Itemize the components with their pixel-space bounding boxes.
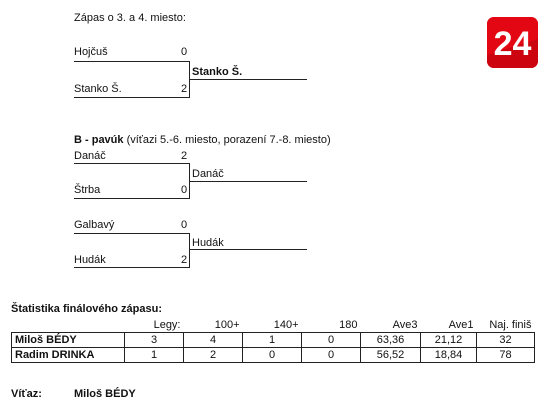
b-match1-player1-score: 2 <box>181 150 188 162</box>
bracket-line <box>74 163 190 164</box>
stats-cell: 1 <box>243 333 302 348</box>
stats-cell: 2 <box>184 348 243 363</box>
third-place-player1-name: Hojčuš <box>74 46 108 58</box>
winner-name: Miloš BÉDY <box>74 388 136 400</box>
table-row <box>12 348 535 363</box>
b-match1-player2-score: 0 <box>181 184 188 196</box>
b-match2-player2-score: 2 <box>181 254 188 266</box>
bracket-line <box>189 233 190 267</box>
bracket-line <box>74 198 190 199</box>
bracket-line <box>74 267 190 268</box>
bracket-line <box>189 79 307 80</box>
bracket-line <box>189 181 307 182</box>
stats-header-140: 140+ <box>273 319 299 331</box>
logo-text: 24 <box>493 25 532 63</box>
stats-header-180: 180 <box>339 319 358 331</box>
stats-header-legy: Legy: <box>153 319 181 331</box>
third-place-player2-name: Stanko Š. <box>74 83 122 95</box>
stats-header-ave1: Ave1 <box>448 319 474 331</box>
b-match2-player1-score: 0 <box>181 219 188 231</box>
stats-cell: 0 <box>243 348 302 363</box>
bracket-line <box>74 97 190 98</box>
b-bracket-title <box>74 134 331 146</box>
stats-cell: 18,84 <box>421 348 477 363</box>
stats-cell: 63,36 <box>361 333 421 348</box>
stats-table <box>11 318 535 363</box>
b-match2-winner: Hudák <box>192 237 224 249</box>
b-bracket-title-note: (víťazi 5.-6. miesto, porazení 7.-8. miesto) <box>126 134 331 146</box>
stats-cell: 4 <box>184 333 243 348</box>
stats-header-naj-finis: Naj. finiš <box>489 319 532 331</box>
stats-header-100: 100+ <box>214 319 240 331</box>
stats-cell: 21,12 <box>421 333 477 348</box>
stats-player-name: Radim DRINKA <box>12 348 125 363</box>
third-place-player1-score: 0 <box>181 46 188 58</box>
stats-cell: 78 <box>477 348 535 363</box>
winner-label: Víťaz: <box>11 388 42 400</box>
b-match1-player2-name: Štrba <box>74 184 101 196</box>
tv24-logo-icon <box>487 17 538 68</box>
b-match1-winner: Danáč <box>192 168 224 180</box>
stats-cell: 32 <box>477 333 535 348</box>
table-row <box>12 333 535 348</box>
bracket-line <box>74 233 190 234</box>
stats-cell: 3 <box>125 333 184 348</box>
b-match2-player2-name: Hudák <box>74 254 106 266</box>
stats-title: Štatistika finálového zápasu: <box>11 303 162 315</box>
stats-header-ave3: Ave3 <box>392 319 418 331</box>
tv24-logo <box>487 17 538 68</box>
b-match1-player1-name: Danáč <box>74 150 106 162</box>
stats-header-row <box>12 318 535 333</box>
stats-cell: 1 <box>125 348 184 363</box>
stats-player-name: Miloš BÉDY <box>12 333 125 348</box>
third-place-winner: Stanko Š. <box>192 66 243 78</box>
bracket-line <box>74 61 190 62</box>
b-bracket-title-bold: B - pavúk <box>74 134 124 146</box>
b-match2-player1-name: Galbavý <box>74 219 115 231</box>
stats-cell: 0 <box>302 333 361 348</box>
stats-cell: 0 <box>302 348 361 363</box>
third-place-player2-score: 2 <box>181 83 188 95</box>
bracket-line <box>189 249 307 250</box>
stats-cell: 56,52 <box>361 348 421 363</box>
stats-header-empty <box>12 318 125 333</box>
third-place-title: Zápas o 3. a 4. miesto: <box>74 12 186 24</box>
